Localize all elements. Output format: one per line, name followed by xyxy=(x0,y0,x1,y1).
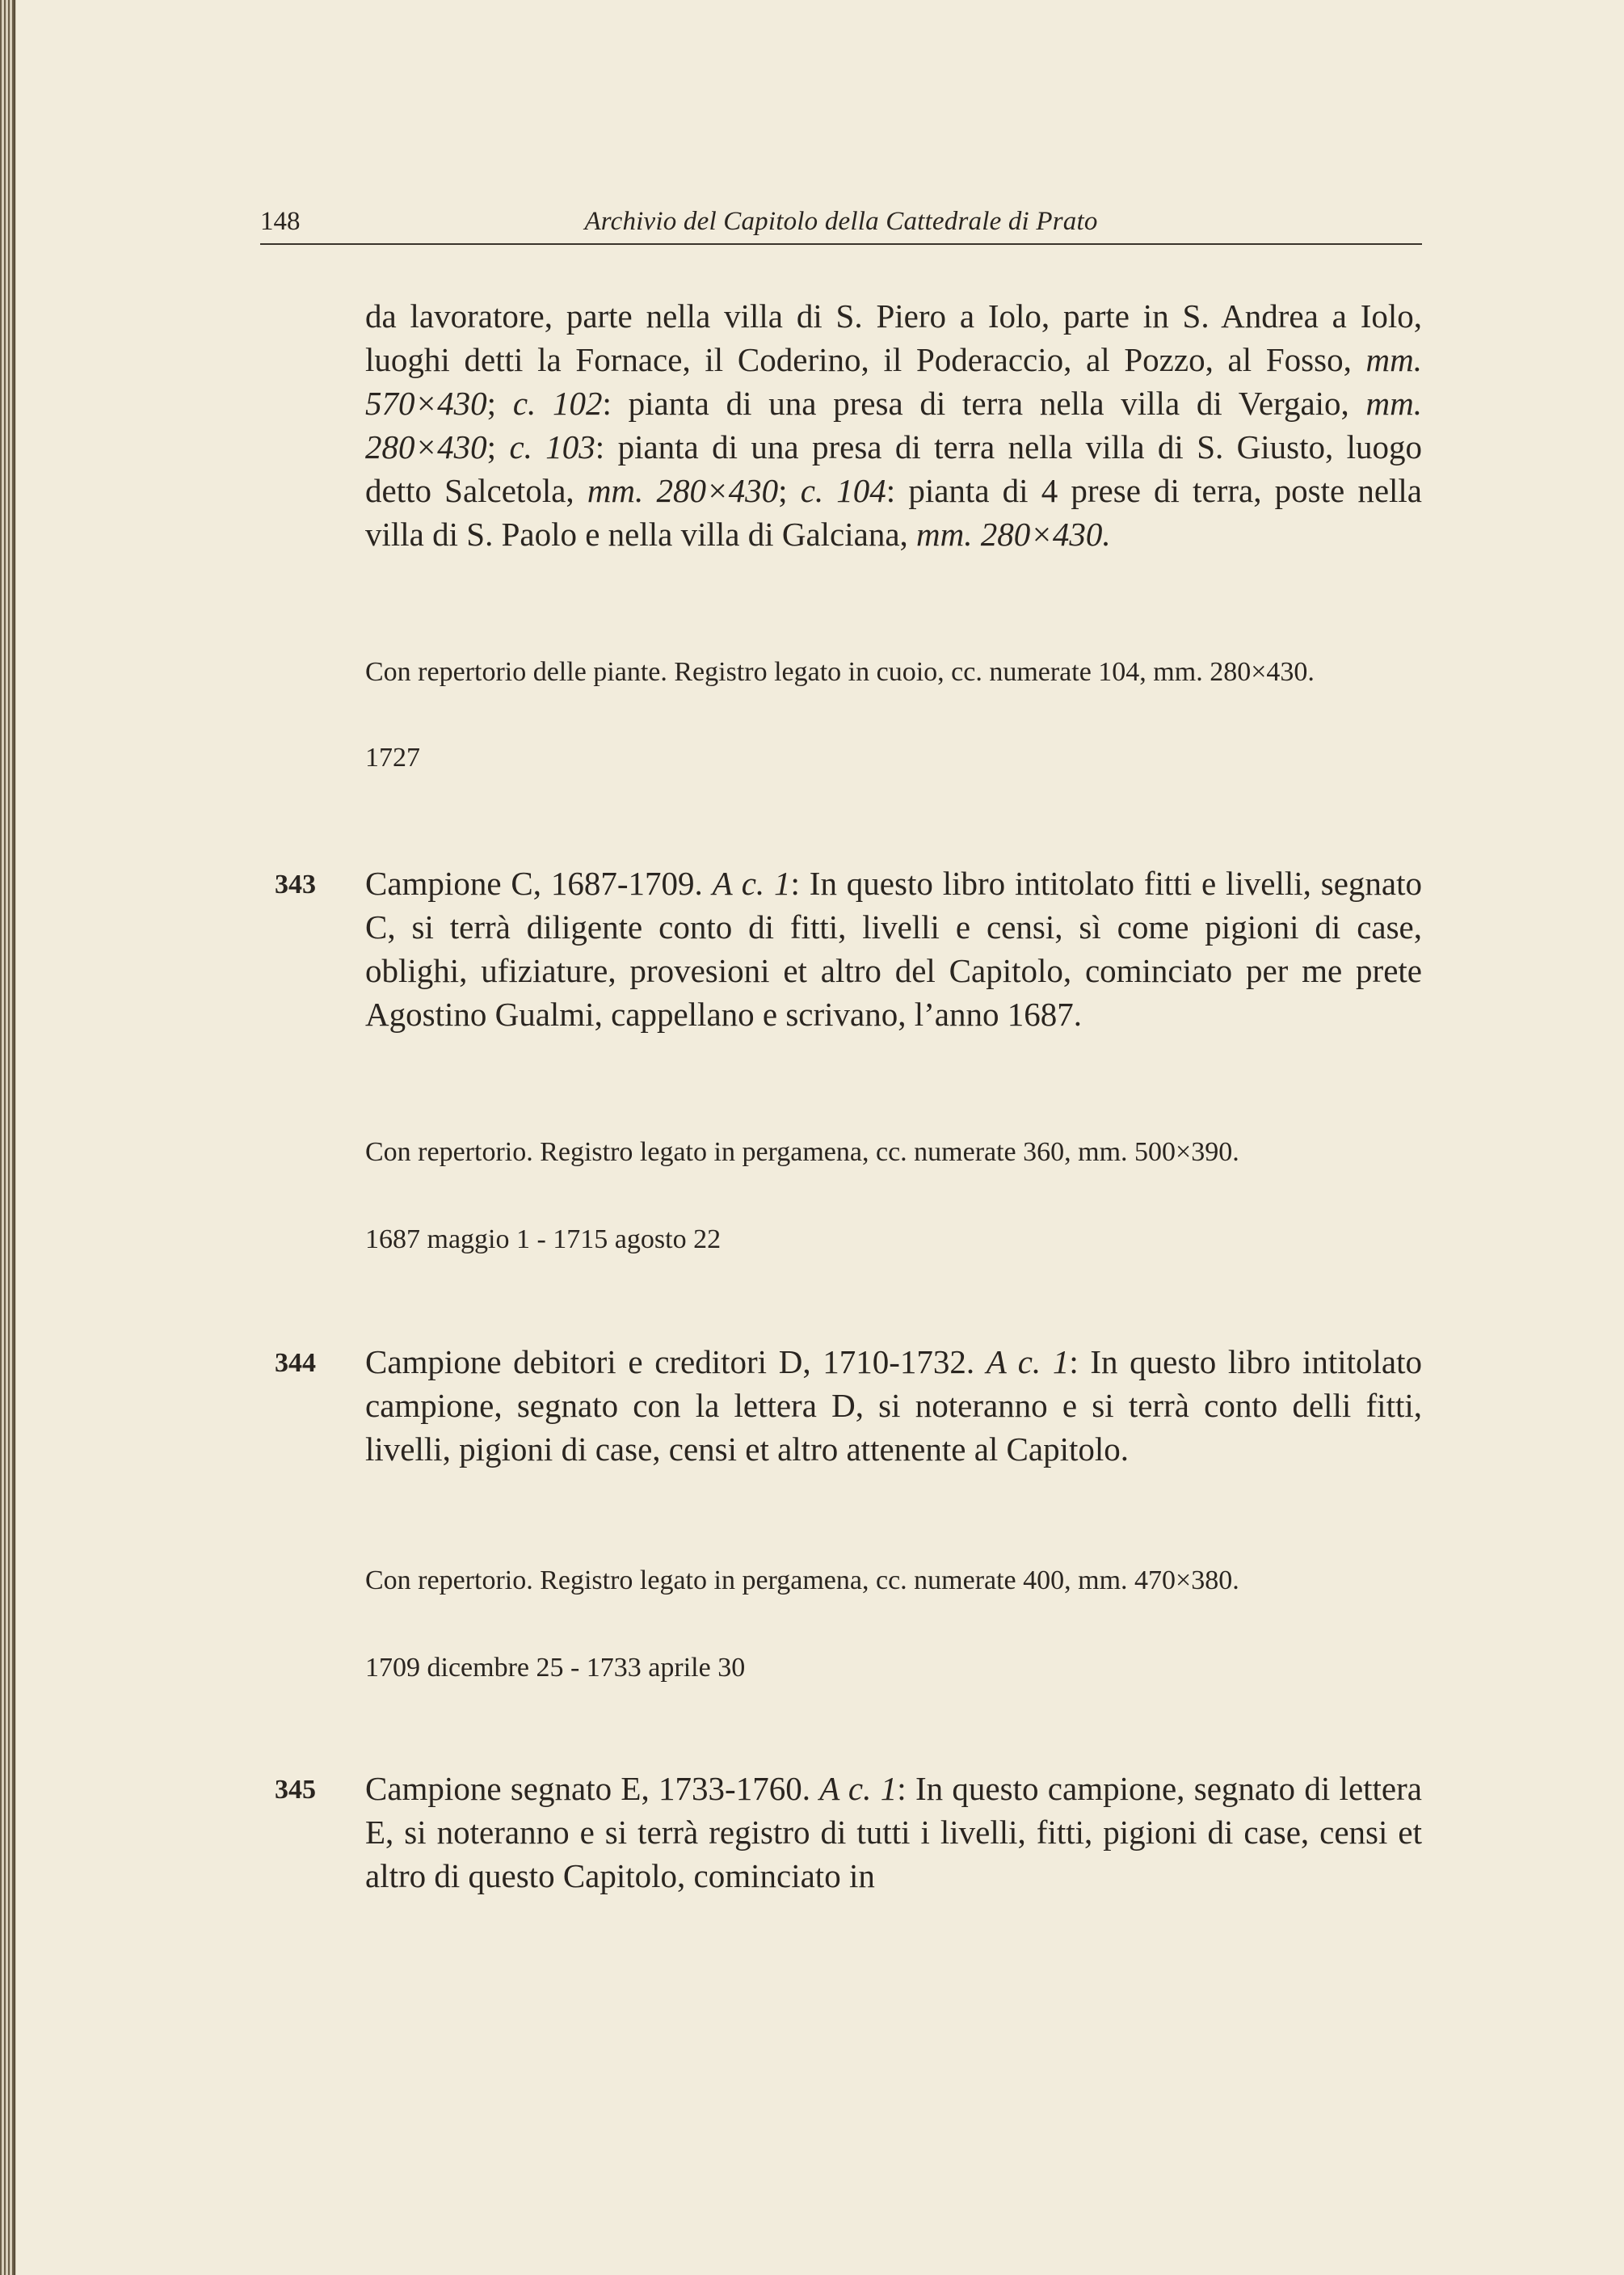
folio-ref: c. 103 xyxy=(509,428,595,466)
dimension-italic: mm. 280×430 xyxy=(587,472,779,509)
entry-note: Con repertorio. Registro legato in pergamena, cc. numerate 360, mm. 500×390. xyxy=(365,1137,1239,1167)
folio-ref: A c. 1 xyxy=(712,865,791,902)
entry-description xyxy=(365,1767,1422,1898)
entry-title: Campione segnato E, 1733-1760. xyxy=(365,1770,820,1807)
entry-body: : In questo campione, segnato di lettera E, si noteranno e si terrà registro di tutti i livelli, fitti, pigioni di case, censi et altro di questo Capitolo, cominciato in xyxy=(365,1770,1422,1894)
text-segment: : pianta di una presa di terra nella villa di S. Giusto, luogo detto Salcetola, xyxy=(365,428,1422,509)
folio-ref: A c. 1 xyxy=(986,1343,1070,1380)
continuation-note: Con repertorio delle piante. Registro legato in cuoio, cc. numerate 104, mm. 280×430. xyxy=(365,657,1315,687)
entry-date: 1709 dicembre 25 - 1733 aprile 30 xyxy=(365,1653,746,1683)
entry-body: : In questo libro intitolato campione, segnato con la lettera D, si noteranno e si terrà conto delli fitti, livelli, pigioni di case, censi et altro attenente al Capitolo. xyxy=(365,1343,1422,1468)
page-number: 148 xyxy=(260,207,301,236)
dimension-italic: mm. 570×430 xyxy=(365,341,1422,422)
text-segment: : pianta di 4 prese di terra, poste nella villa di S. Paolo e nella villa di Galciana, xyxy=(365,472,1422,553)
entry-number: 344 xyxy=(275,1348,316,1378)
folio-ref: A c. 1 xyxy=(819,1770,898,1807)
entry-body: : In questo libro intitolato fitti e livelli, segnato C, si terrà diligente conto di fitti, livelli e censi, sì come pigioni di case, oblighi, ufiziature, provesioni et altro del Capitolo, cominciato per me prete Agostino Gualmi, cappellano e scrivano, l’anno 1687. xyxy=(365,865,1422,1033)
folio-ref: c. 102 xyxy=(512,385,603,422)
text-segment: da lavoratore, parte nella villa di S. Piero a Iolo, parte in S. Andrea a Iolo, luoghi detti la Fornace, il Coderino, il Poderaccio, al Pozzo, al Fosso, xyxy=(365,297,1422,378)
continuation-date: 1727 xyxy=(365,743,420,773)
text-segment: : pianta di una presa di terra nella villa di Vergaio, xyxy=(602,385,1366,422)
entry-description xyxy=(365,862,1422,1036)
entry-title: Campione C, 1687-1709. xyxy=(365,865,713,902)
entry-title: Campione debitori e creditori D, 1710-1732. xyxy=(365,1343,987,1380)
continuation-paragraph xyxy=(365,294,1422,556)
entry-date: 1687 maggio 1 - 1715 agosto 22 xyxy=(365,1224,722,1254)
page-header xyxy=(260,204,1422,244)
entry-description xyxy=(365,1340,1422,1471)
text-segment: ; xyxy=(486,385,513,422)
entry-number: 343 xyxy=(275,870,316,899)
header-rule xyxy=(260,243,1422,245)
running-title: Archivio del Capitolo della Cattedrale di Prato xyxy=(584,207,1098,236)
dimension-italic: mm. 280×430. xyxy=(916,516,1111,553)
entry-number: 345 xyxy=(275,1775,316,1805)
entry-note: Con repertorio. Registro legato in pergamena, cc. numerate 400, mm. 470×380. xyxy=(365,1565,1239,1595)
text-segment: ; xyxy=(486,428,510,466)
dimension-italic: mm. 280×430 xyxy=(365,385,1423,466)
folio-ref: c. 104 xyxy=(800,472,886,509)
text-segment: ; xyxy=(778,472,801,509)
book-binding-line xyxy=(14,0,15,2275)
